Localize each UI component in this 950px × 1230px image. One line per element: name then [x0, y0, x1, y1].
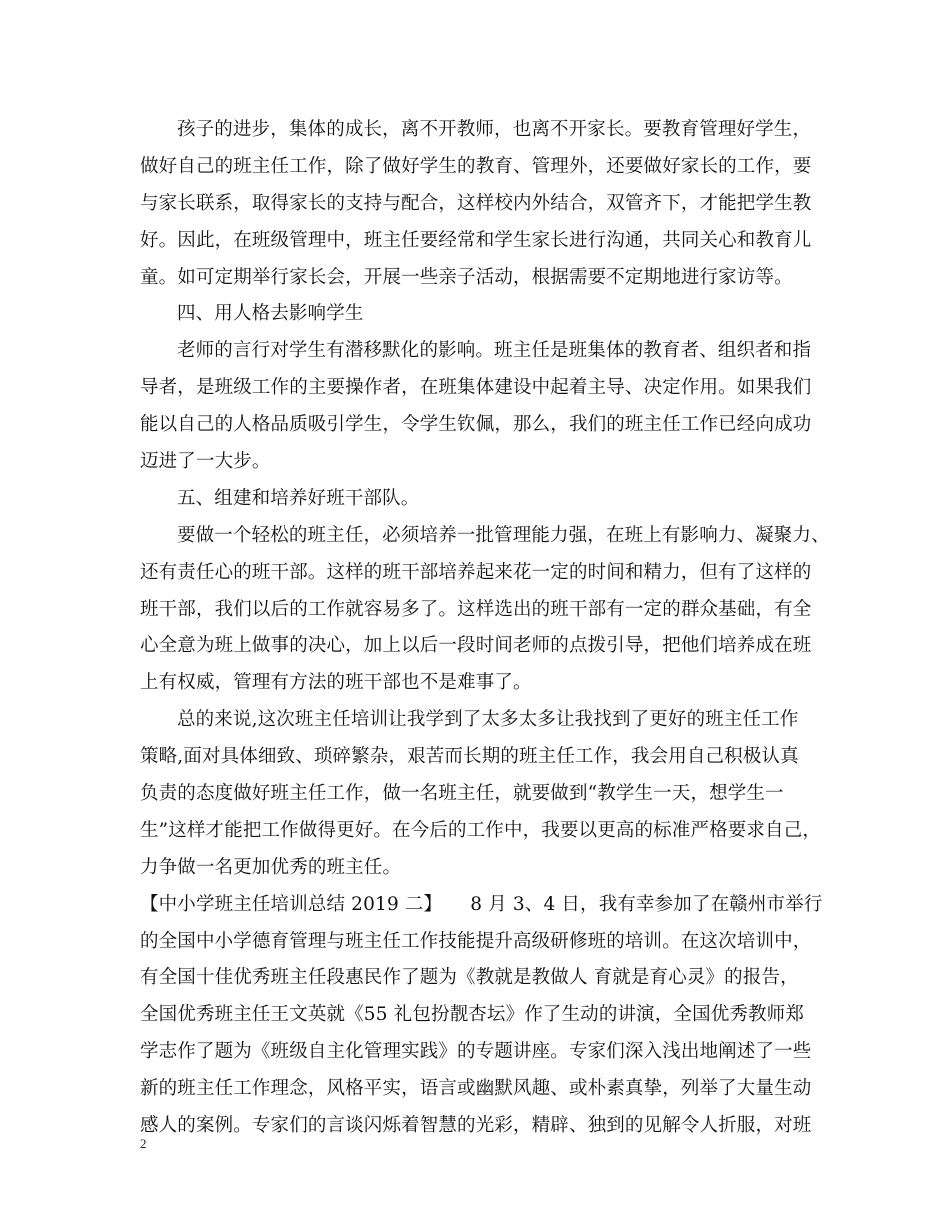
text-line: 学志作了题为《班级自主化管理实践》的专题讲座。专家们深入浅出地阐述了一些 — [140, 1041, 812, 1063]
text-line: 负责的态度做好班主任工作，做一名班主任，就要做到“教学生一天，想学生一 — [140, 783, 784, 805]
text-line: 全国优秀班主任王文英就《55 礼包扮靓杏坛》作了生动的讲演，全国优秀教师郑 — [140, 1004, 804, 1026]
text-line: 的全国中小学德育管理与班主任工作技能提升高级研修班的培训。在这次培训中， — [140, 930, 812, 952]
text-line: 有全国十佳优秀班主任段惠民作了题为《教就是教做人 育就是育心灵》的报告， — [140, 967, 799, 989]
text-line: 导者，是班级工作的主要操作者，在班集体建设中起着主导、决定作用。如果我们 — [140, 377, 812, 399]
text-line: 【中小学班主任培训总结 2019 二】 8 月 3、4 日，我有幸参加了在赣州市举行 — [140, 893, 823, 915]
text-line: 要做一个轻松的班主任，必须培养一批管理能力强，在班上有影响力、凝聚力、 — [177, 524, 830, 546]
text-line: 总的来说,这次班主任培训让我学到了太多太多让我找到了更好的班主任工作 — [177, 709, 799, 731]
text-line: 能以自己的人格品质吸引学生，令学生钦佩，那么，我们的班主任工作已经向成功 — [140, 414, 812, 436]
text-line: 策略,面对具体细致、琐碎繁杂，艰苦而长期的班主任工作，我会用自己积极认真 — [140, 746, 799, 768]
text-line: 新的班主任工作理念，风格平实，语言或幽默风趣、或朴素真挚，列举了大量生动 — [140, 1078, 812, 1100]
text-line: 心全意为班上做事的决心，加上以后一段时间老师的点拨引导，把他们培养成在班 — [140, 635, 812, 657]
text-line: 班干部，我们以后的工作就容易多了。这样选出的班干部有一定的群众基础，有全 — [140, 598, 812, 620]
body-text — [140, 112, 830, 1145]
text-line: 与家长联系，取得家长的支持与配合，这样校内外结合，双管齐下，才能把学生教 — [140, 192, 812, 214]
text-line: 四、用人格去影响学生 — [177, 303, 364, 325]
text-line: 迈进了一大步。 — [140, 451, 271, 473]
text-line: 老师的言行对学生有潜移默化的影响。班主任是班集体的教育者、组织者和指 — [177, 340, 812, 362]
text-line: 感人的案例。专家们的言谈闪烁着智慧的光彩，精辟、独到的见解令人折服，对班 — [140, 1115, 812, 1137]
page-number: 2 — [140, 1136, 147, 1151]
text-line: 上有权威，管理有方法的班干部也不是难事了。 — [140, 672, 532, 694]
text-line: 还有责任心的班干部。这样的班干部培养起来花一定的时间和精力，但有了这样的 — [140, 561, 812, 583]
text-line: 童。如可定期举行家长会，开展一些亲子活动，根据需要不定期地进行家访等。 — [140, 266, 793, 288]
text-line: 力争做一名更加优秀的班主任。 — [140, 856, 402, 878]
text-line: 五、组建和培养好班干部队。 — [177, 487, 420, 509]
text-line: 孩子的进步，集体的成长，离不开教师，也离不开家长。要教育管理好学生， — [177, 119, 812, 140]
text-line: 好。因此，在班级管理中，班主任要经常和学生家长进行沟通，共同关心和教育儿 — [140, 229, 812, 251]
text-line: 做好自己的班主任工作，除了做好学生的教育、管理外，还要做好家长的工作，要 — [140, 155, 812, 177]
text-line: 生”这样才能把工作做得更好。在今后的工作中，我要以更高的标准严格要求自己， — [140, 819, 822, 841]
